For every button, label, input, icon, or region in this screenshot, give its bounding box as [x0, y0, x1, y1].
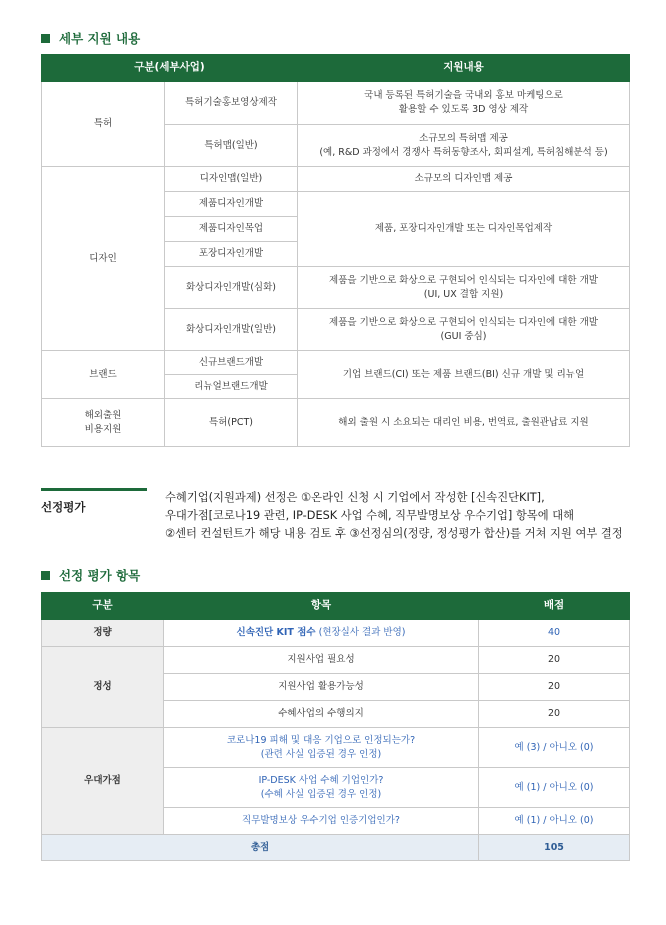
square-bullet-icon	[41, 34, 50, 43]
score-ipdesk: 예 (1) / 아니오 (0)	[479, 768, 630, 808]
item-will: 수혜사업의 수행의지	[164, 701, 479, 728]
header-item: 항목	[164, 593, 479, 620]
item-new-brand: 신규브랜드개발	[165, 351, 298, 375]
score-covid: 예 (3) / 아니오 (0)	[479, 728, 630, 768]
header-score: 배점	[479, 593, 630, 620]
total-score: 105	[479, 835, 630, 861]
item-product-design: 제품디자인개발	[165, 192, 298, 217]
content-ui-design-general: 제품을 기반으로 화상으로 구현되어 인식되는 디자인에 대한 개발 (GUI 중심)	[298, 309, 630, 351]
item-usability: 지원사업 활용가능성	[164, 674, 479, 701]
item-ui-design-advanced: 화상디자인개발(심화)	[165, 267, 298, 309]
score-invention: 예 (1) / 아니오 (0)	[479, 808, 630, 835]
square-bullet-icon	[41, 571, 50, 580]
header-category: 구분(세부사업)	[42, 55, 298, 82]
item-ipdesk: IP-DESK 사업 수혜 기업인가? (수혜 사실 입증된 경우 인정)	[164, 768, 479, 808]
content-patent-map: 소규모의 특허맵 제공 (예, R&D 과정에서 경쟁사 특허동향조사, 회피설계, 특허침해분석 등)	[298, 125, 630, 167]
content-design-map: 소규모의 디자인맵 제공	[298, 167, 630, 192]
group-patent: 특허	[42, 82, 165, 167]
item-necessity: 지원사업 필요성	[164, 647, 479, 674]
item-invention: 직무발명보상 우수기업 인증기업인가?	[164, 808, 479, 835]
content-ui-design-advanced: 제품을 기반으로 화상으로 구현되어 인식되는 디자인에 대한 개발 (UI, UX 결합 지원)	[298, 267, 630, 309]
group-brand: 브랜드	[42, 351, 165, 399]
item-package-design: 포장디자인개발	[165, 242, 298, 267]
group-overseas: 해외출원 비용지원	[42, 399, 165, 447]
score-usability: 20	[479, 674, 630, 701]
score-will: 20	[479, 701, 630, 728]
group-quantitative: 정량	[42, 620, 164, 647]
item-patent-map: 특허맵(일반)	[165, 125, 298, 167]
score-necessity: 20	[479, 647, 630, 674]
section-title-support-details	[41, 29, 140, 47]
item-patent-video: 특허기술홍보영상제작	[165, 82, 298, 125]
item-renewal-brand: 리뉴얼브랜드개발	[165, 375, 298, 399]
content-brand: 기업 브랜드(CI) 또는 제품 브랜드(BI) 신규 개발 및 리뉴얼	[298, 351, 630, 399]
header-category: 구분	[42, 593, 164, 620]
evaluation-label: 선정평가	[41, 488, 147, 515]
group-bonus: 우대가점	[42, 728, 164, 835]
header-content: 지원내용	[298, 55, 630, 82]
evaluation-line: 수혜기업(지원과제) 선정은 ①온라인 신청 시 기업에서 작성한 [신속진단KIT],	[165, 491, 545, 504]
group-design: 디자인	[42, 167, 165, 351]
total-label: 총점	[42, 835, 479, 861]
item-ui-design-general: 화상디자인개발(일반)	[165, 309, 298, 351]
item-kit-score: 신속진단 KIT 점수 (현장실사 결과 반영)	[164, 620, 479, 647]
item-design-map: 디자인맵(일반)	[165, 167, 298, 192]
support-details-table	[41, 54, 630, 447]
evaluation-line: 우대가점[코로나19 관련, IP-DESK 사업 수혜, 직무발명보상 우수기업] 항목에 대해	[165, 509, 575, 523]
section-title-text: 선정 평가 항목	[59, 568, 141, 583]
content-patent-video: 국내 등록된 특허기술을 국내외 홍보 마케팅으로 활용할 수 있도록 3D 영상 제작	[298, 82, 630, 125]
evaluation-line: ②센터 컨설턴트가 해당 내용 검토 후 ③선정심의(정량, 정성평가 합산)를 거쳐 지원 여부 결정	[165, 527, 623, 541]
section-title-evaluation-items	[41, 566, 140, 584]
item-covid: 코로나19 피해 및 대응 기업으로 인정되는가? (관련 사실 입증된 경우 인정)	[164, 728, 479, 768]
evaluation-description	[165, 489, 635, 543]
group-qualitative: 정성	[42, 647, 164, 728]
content-product-design: 제품, 포장디자인개발 또는 디자인목업제작	[298, 192, 630, 267]
section-title-text: 세부 지원 내용	[59, 31, 141, 46]
content-pct: 해외 출원 시 소요되는 대리인 비용, 번역료, 출원관납료 지원	[298, 399, 630, 447]
score-kit: 40	[479, 620, 630, 647]
item-product-mockup: 제품디자인목업	[165, 217, 298, 242]
item-pct: 특허(PCT)	[165, 399, 298, 447]
evaluation-items-table	[41, 592, 630, 861]
